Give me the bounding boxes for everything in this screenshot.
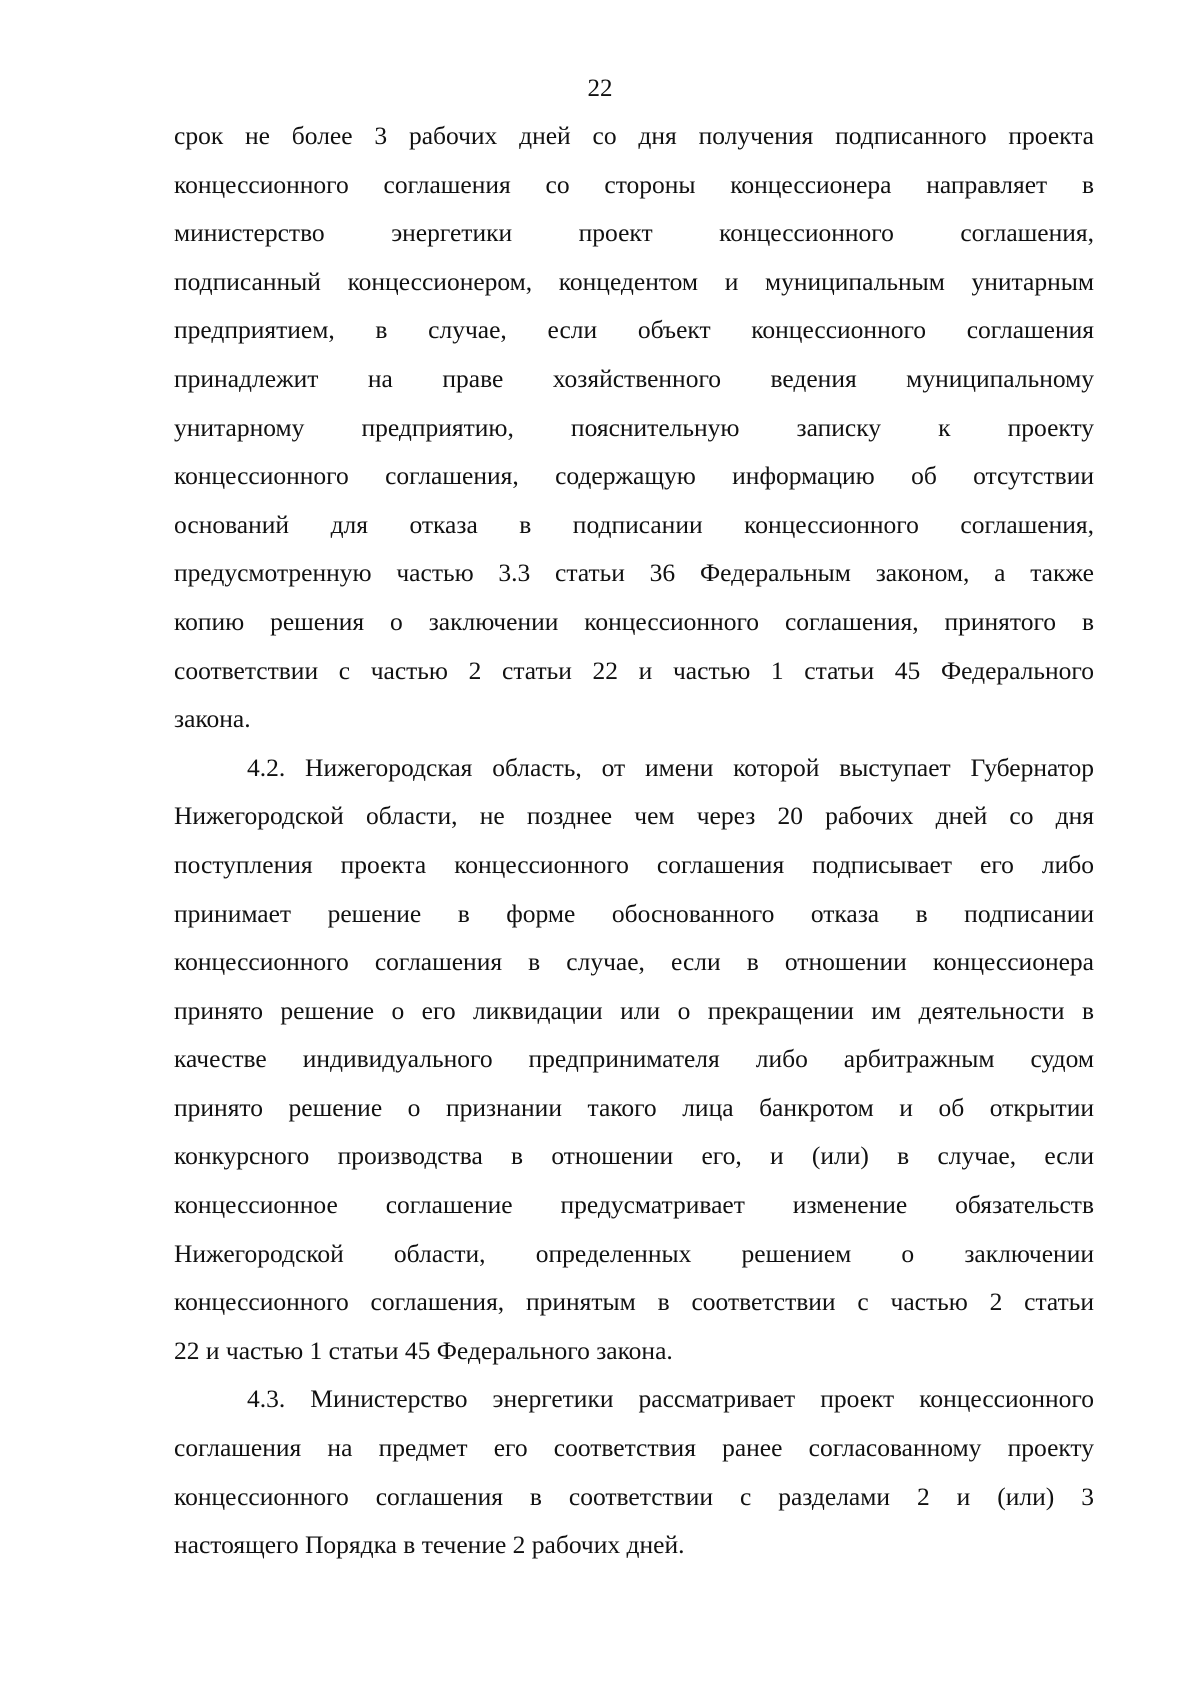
text-line: оснований для отказа в подписании концессионного соглашения,: [174, 509, 1094, 539]
text-line: поступления проекта концессионного соглашения подписывает его либо: [174, 849, 1094, 879]
text-line: концессионное соглашение предусматривает изменение обязательств: [174, 1190, 1094, 1220]
text-line: Нижегородской области, определенных решением о заключении: [174, 1238, 1094, 1268]
text-line: закона.: [174, 704, 251, 734]
text-line: концессионного соглашения в случае, если в отношении концессионера: [174, 947, 1094, 977]
text-line: конкурсного производства в отношении его, и (или) в случае, если: [174, 1141, 1094, 1171]
text-line: унитарному предприятию, пояснительную записку к проекту: [174, 412, 1094, 442]
text-line: копию решения о заключении концессионного соглашения, принятого в: [174, 606, 1094, 636]
text-line: принято решение о признании такого лица банкротом и об открытии: [174, 1092, 1094, 1122]
page-number: 22: [587, 75, 613, 102]
text-line: 4.3. Министерство энергетики рассматривает проект концессионного: [247, 1384, 1094, 1414]
paragraph-4-3: [174, 1375, 1094, 1569]
document-body: [174, 112, 1094, 1570]
paragraph-continuation: [174, 112, 1094, 744]
paragraph-4-2: [174, 744, 1094, 1376]
text-line: концессионного соглашения, содержащую информацию об отсутствии: [174, 461, 1094, 491]
text-line: концессионного соглашения со стороны концессионера направляет в: [174, 169, 1094, 199]
text-line: предусмотренную частью 3.3 статьи 36 Федеральным законом, а также: [174, 558, 1094, 588]
text-line: министерство энергетики проект концессионного соглашения,: [174, 218, 1094, 248]
text-line: Нижегородской области, не позднее чем через 20 рабочих дней со дня: [174, 801, 1094, 831]
text-line: качестве индивидуального предпринимателя либо арбитражным судом: [174, 1044, 1094, 1074]
text-line: концессионного соглашения в соответствии с разделами 2 и (или) 3: [174, 1481, 1094, 1511]
text-line: 22 и частью 1 статьи 45 Федерального закона.: [174, 1335, 673, 1365]
text-line: принимает решение в форме обоснованного отказа в подписании: [174, 898, 1094, 928]
text-line: соглашения на предмет его соответствия ранее согласованному проекту: [174, 1433, 1094, 1463]
text-line: настоящего Порядка в течение 2 рабочих дней.: [174, 1530, 685, 1560]
text-line: концессионного соглашения, принятым в соответствии с частью 2 статьи: [174, 1287, 1094, 1317]
text-line: соответствии с частью 2 статьи 22 и частью 1 статьи 45 Федерального: [174, 655, 1094, 685]
text-line: подписанный концессионером, концедентом и муниципальным унитарным: [174, 266, 1094, 296]
text-line: предприятием, в случае, если объект концессионного соглашения: [174, 315, 1094, 345]
text-line: принадлежит на праве хозяйственного ведения муниципальному: [174, 363, 1094, 393]
text-line: срок не более 3 рабочих дней со дня получения подписанного проекта: [174, 121, 1094, 150]
text-line: принято решение о его ликвидации или о прекращении им деятельности в: [174, 995, 1094, 1025]
text-line: 4.2. Нижегородская область, от имени которой выступает Губернатор: [247, 752, 1094, 782]
